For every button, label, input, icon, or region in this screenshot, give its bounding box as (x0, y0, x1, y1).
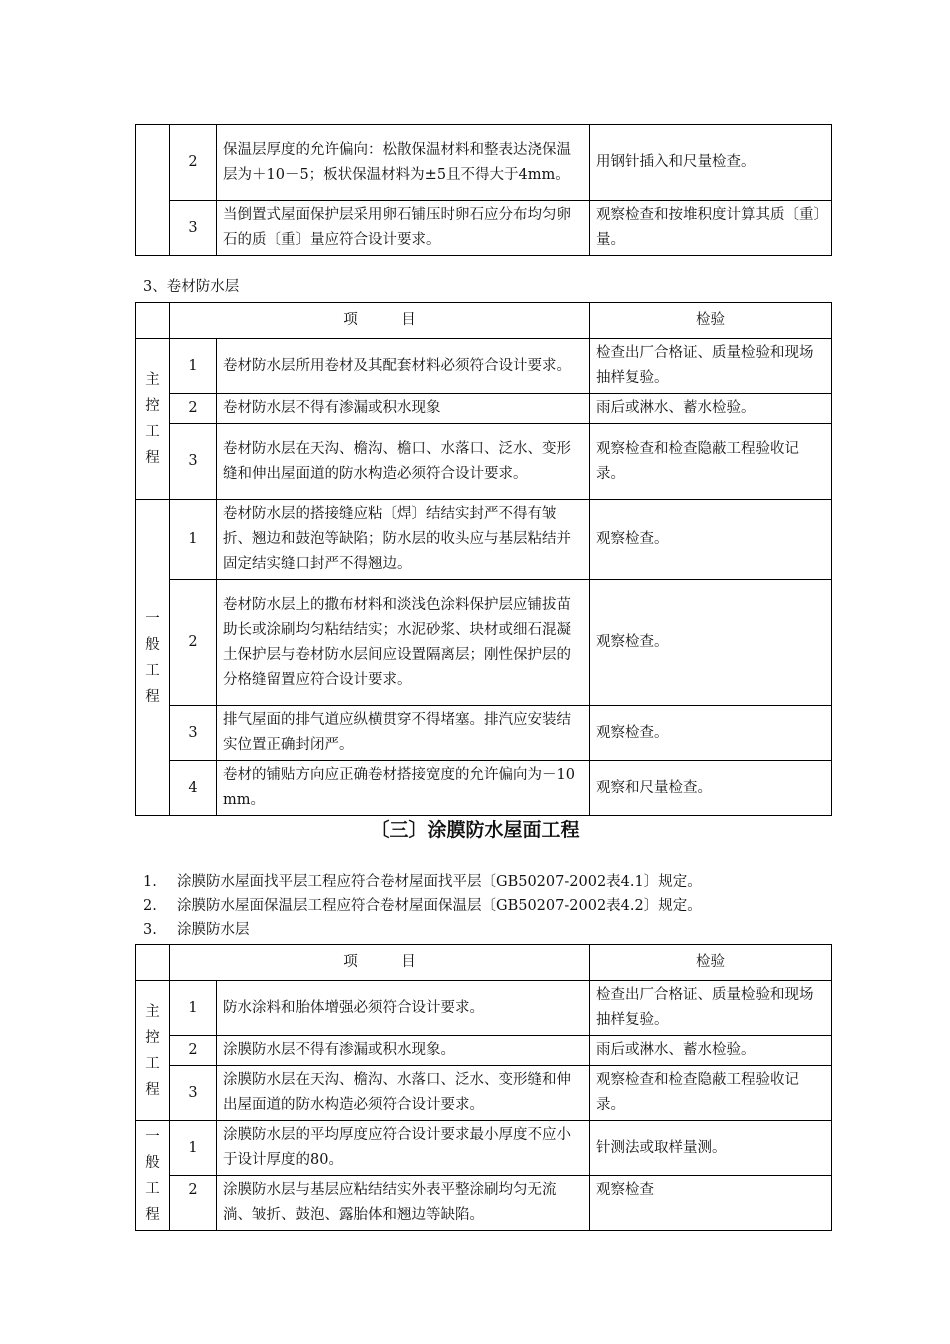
table-row (136, 1121, 832, 1176)
check-cell: 观察检查和检查隐蔽工程验收记录。 (590, 1066, 832, 1121)
table-header-row (136, 303, 832, 339)
section-title-membrane: 3、卷材防水层 (143, 279, 240, 295)
category-cell (136, 125, 170, 256)
table-insulation-continued (135, 124, 832, 256)
item-cell: 卷材防水层在天沟、檐沟、檐口、水落口、泛水、变形缝和伸出屋面道的防水构造必须符合设计要求。 (217, 424, 590, 500)
item-cell: 卷材防水层不得有渗漏或积水现象 (217, 394, 590, 424)
check-cell: 观察和尺量检查。 (590, 761, 832, 816)
item-cell: 卷材的铺贴方向应正确卷材搭接宽度的允许偏向为－10mm。 (217, 761, 590, 816)
item-cell: 排气屋面的排气道应纵横贯穿不得堵塞。排汽应安装结实位置正确封闭严。 (217, 706, 590, 761)
header-item: 项 目 (170, 303, 590, 339)
row-number: 4 (170, 761, 217, 816)
item-cell: 涂膜防水层不得有渗漏或积水现象。 (217, 1036, 590, 1066)
table-row (136, 424, 832, 500)
list-text: 涂膜防水层 (177, 922, 250, 938)
item-cell: 涂膜防水层与基层应粘结结实外表平整涂刷均匀无流淌、皱折、鼓泡、露胎体和翘边等缺陷。 (217, 1176, 590, 1231)
row-number: 1 (170, 1121, 217, 1176)
list-text: 涂膜防水屋面找平层工程应符合卷材屋面找平层〔GB50207-2002表4.1〕规定。 (177, 874, 702, 890)
row-number: 2 (170, 580, 217, 706)
row-number: 3 (170, 706, 217, 761)
table-row (136, 761, 832, 816)
table-row (136, 706, 832, 761)
category-general: 一般工程 (136, 500, 170, 816)
header-blank (136, 945, 170, 981)
item-cell: 涂膜防水层的平均厚度应符合设计要求最小厚度不应小于设计厚度的80。 (217, 1121, 590, 1176)
table-coating-waterproof (135, 944, 832, 1231)
check-cell: 观察检查 (590, 1176, 832, 1231)
header-check: 检验 (590, 945, 832, 981)
check-cell: 雨后或淋水、蓄水检验。 (590, 1036, 832, 1066)
item-cell: 卷材防水层的搭接缝应粘〔焊〕结结实封严不得有皱折、翘边和鼓泡等缺陷；防水层的收头应与基层粘结并固定结实缝口封严不得翘边。 (217, 500, 590, 580)
row-number: 1 (170, 500, 217, 580)
list-number: 1. (143, 874, 157, 890)
row-number: 2 (170, 1036, 217, 1066)
item-cell: 保温层厚度的允许偏向：松散保温材料和整表达浇保温层为＋10－5；板状保温材料为±5且不得大于4mm。 (217, 125, 590, 201)
row-number: 3 (170, 424, 217, 500)
table-row (136, 125, 832, 201)
header-blank (136, 303, 170, 339)
check-cell: 观察检查和检查隐蔽工程验收记录。 (590, 424, 832, 500)
category-main-control: 主控工程 (136, 981, 170, 1121)
table-row (136, 981, 832, 1036)
check-cell: 针测法或取样量测。 (590, 1121, 832, 1176)
category-main-control: 主控工程 (136, 339, 170, 500)
check-cell: 观察检查和按堆积度计算其质〔重〕量。 (590, 201, 832, 256)
list-text: 涂膜防水屋面保温层工程应符合卷材屋面保温层〔GB50207-2002表4.2〕规定。 (177, 898, 702, 914)
table-header-row (136, 945, 832, 981)
table-row (136, 580, 832, 706)
row-number: 3 (170, 1066, 217, 1121)
section-heading: 〔三〕涂膜防水屋面工程 (370, 819, 580, 841)
list-number: 2. (143, 898, 157, 914)
table-row (136, 500, 832, 580)
list-item (143, 870, 702, 894)
list-item (143, 918, 702, 942)
row-number: 3 (170, 201, 217, 256)
item-cell: 防水涂料和胎体增强必须符合设计要求。 (217, 981, 590, 1036)
table-row (136, 1036, 832, 1066)
item-cell: 涂膜防水层在天沟、檐沟、水落口、泛水、变形缝和伸出屋面道的防水构造必须符合设计要求。 (217, 1066, 590, 1121)
requirements-list (143, 870, 702, 942)
header-check: 检验 (590, 303, 832, 339)
check-cell: 观察检查。 (590, 580, 832, 706)
row-number: 2 (170, 394, 217, 424)
header-item: 项 目 (170, 945, 590, 981)
row-number: 1 (170, 981, 217, 1036)
item-cell: 卷材防水层上的撒布材料和淡浅色涂料保护层应铺拔苗助长或涂刷均匀粘结结实；水泥砂浆、块材或细石混凝土保护层与卷材防水层间应设置隔离层；刚性保护层的分格缝留置应符合设计要求。 (217, 580, 590, 706)
check-cell: 观察检查。 (590, 500, 832, 580)
row-number: 2 (170, 1176, 217, 1231)
table-row (136, 394, 832, 424)
check-cell: 检查出厂合格证、质量检验和现场抽样复验。 (590, 981, 832, 1036)
category-general: 一般工程 (136, 1121, 170, 1231)
check-cell: 雨后或淋水、蓄水检验。 (590, 394, 832, 424)
list-item (143, 894, 702, 918)
check-cell: 观察检查。 (590, 706, 832, 761)
row-number: 2 (170, 125, 217, 201)
check-cell: 检查出厂合格证、质量检验和现场抽样复验。 (590, 339, 832, 394)
item-cell: 卷材防水层所用卷材及其配套材料必须符合设计要求。 (217, 339, 590, 394)
check-cell: 用钢针插入和尺量检查。 (590, 125, 832, 201)
table-row (136, 1066, 832, 1121)
table-row (136, 1176, 832, 1231)
item-cell: 当倒置式屋面保护层采用卵石铺压时卵石应分布均匀卵石的质〔重〕量应符合设计要求。 (217, 201, 590, 256)
table-membrane-waterproof (135, 302, 832, 816)
list-number: 3. (143, 922, 157, 938)
table-row (136, 339, 832, 394)
table-row (136, 201, 832, 256)
row-number: 1 (170, 339, 217, 394)
